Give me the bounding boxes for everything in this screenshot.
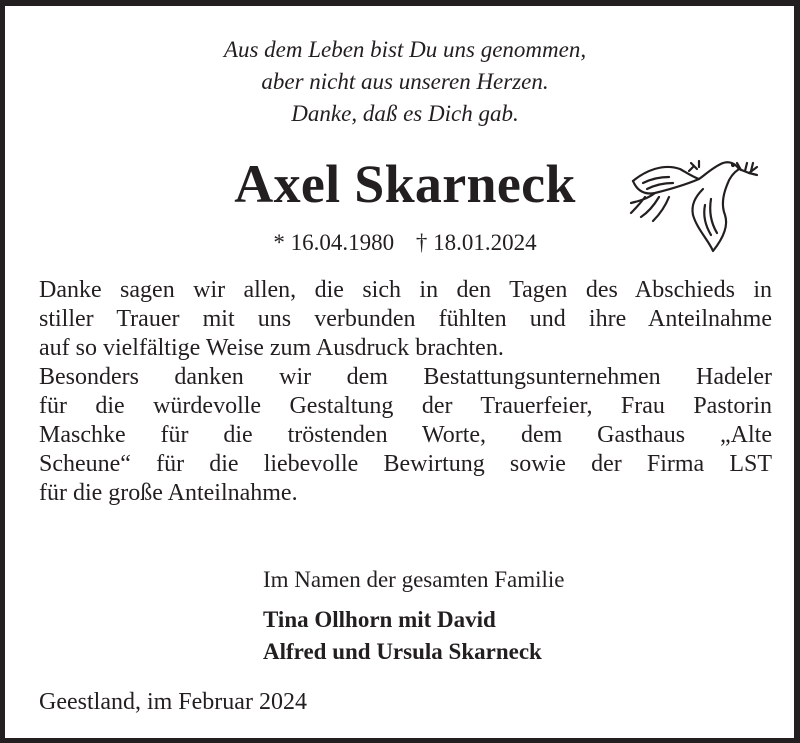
thank-you-text xyxy=(39,276,772,508)
poem xyxy=(5,34,800,130)
body-line: für die große Anteilnahme. xyxy=(39,480,298,506)
birth-date: * 16.04.1980 xyxy=(273,230,395,255)
signature-intro: Im Namen der gesamten Familie xyxy=(263,567,565,592)
body-line: für die würdevolle Gestaltung der Trauerfeier, Frau Pastorin xyxy=(39,393,772,419)
signature-block xyxy=(263,564,564,668)
body-line: Maschke für die tröstenden Worte, dem Gasthaus „Alte xyxy=(39,422,772,448)
signature-name: Alfred und Ursula Skarneck xyxy=(263,639,542,664)
death-date: † 18.01.2024 xyxy=(415,230,537,255)
place-date: Geestland, im Februar 2024 xyxy=(39,689,307,715)
signature-name: Tina Ollhorn mit David xyxy=(263,607,496,632)
body-line: Danke sagen wir allen, die sich in den Tagen des Abschieds in xyxy=(39,277,772,303)
body-line: auf so vielfältige Weise zum Ausdruck brachten. xyxy=(39,335,504,361)
poem-line: Aus dem Leben bist Du uns genommen, xyxy=(223,37,587,62)
body-line: Scheune“ für die liebevolle Bewirtung sowie der Firma LST xyxy=(39,451,772,477)
body-line: stiller Trauer mit uns verbunden fühlten und ihre Anteilnahme xyxy=(39,306,772,332)
life-dates xyxy=(5,228,800,258)
body-line: Besonders danken wir dem Bestattungsunternehmen Hadeler xyxy=(39,364,772,390)
deceased-name: Axel Skarneck xyxy=(234,154,576,214)
poem-line: Danke, daß es Dich gab. xyxy=(291,101,519,126)
poem-line: aber nicht aus unseren Herzen. xyxy=(261,69,549,94)
